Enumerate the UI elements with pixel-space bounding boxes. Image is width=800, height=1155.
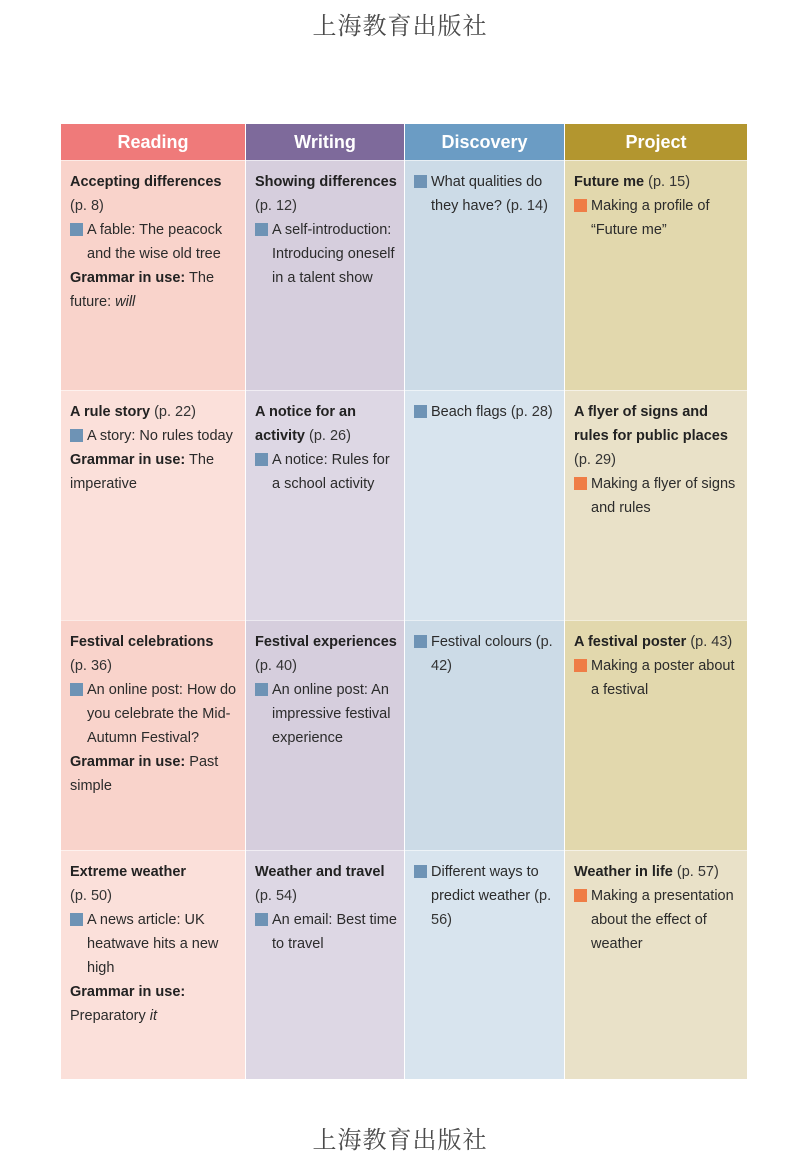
project-cell <box>565 620 747 850</box>
project-cell <box>565 390 747 620</box>
text-type: An online post: How do you celebrate the Mid-Autumn Festival? <box>87 682 237 746</box>
unit-title: Extreme weather <box>70 864 187 880</box>
project-task: Making a presentation about the effect of weather <box>591 888 734 952</box>
discovery-topic: What qualities do they have? <box>431 174 543 214</box>
page-ref: (p. 22) <box>154 404 196 420</box>
blue-square-icon <box>255 453 268 466</box>
orange-square-icon <box>574 477 587 490</box>
page-ref: (p. 12) <box>255 198 297 214</box>
discovery-cell <box>405 160 564 390</box>
page-ref: (p. 56) <box>431 888 552 928</box>
orange-square-icon <box>574 199 587 212</box>
blue-square-icon <box>70 683 83 696</box>
blue-square-icon <box>255 223 268 236</box>
reading-cell <box>61 390 245 620</box>
grammar-label: Grammar in use: <box>70 984 186 1000</box>
page-ref: (p. 14) <box>505 198 548 214</box>
unit-title: Future me <box>574 174 645 190</box>
project-task: Making a poster about a festival <box>591 658 735 698</box>
text-type: A fable: The peacock and the wise old tree <box>87 222 223 262</box>
watermark-bottom: 上海教育出版社 <box>312 1126 488 1154</box>
page-ref: (p. 54) <box>255 888 297 904</box>
blue-square-icon <box>414 635 427 648</box>
discovery-cell <box>405 850 564 1079</box>
grammar-label: Grammar in use: <box>70 754 186 770</box>
reading-cell <box>61 850 245 1079</box>
blue-square-icon <box>70 429 83 442</box>
unit-title: A rule story <box>70 404 151 420</box>
unit-title: A notice for an activity <box>255 404 356 444</box>
discovery-topic: Different ways to predict weather <box>431 864 539 904</box>
discovery-topic: Festival colours <box>431 634 532 650</box>
project-cell <box>565 850 747 1079</box>
writing-cell <box>246 160 404 390</box>
page-ref: (p. 57) <box>676 864 719 880</box>
grammar-text: The imperative <box>70 452 215 492</box>
blue-square-icon <box>414 175 427 188</box>
project-cell <box>565 160 747 390</box>
discovery-topic: Beach flags <box>431 404 507 420</box>
blue-square-icon <box>414 405 427 418</box>
unit-title: Accepting differences <box>70 174 222 190</box>
unit-title: Showing differences <box>255 174 397 190</box>
text-type: A self-introduction: Introducing oneself in a talent show <box>272 222 395 286</box>
contents-table <box>61 124 746 1079</box>
text-type: An online post: An impressive festival experience <box>272 682 391 746</box>
grammar-text: Past simple <box>70 754 219 794</box>
grammar-italic: it <box>149 1008 158 1024</box>
page-ref: (p. 36) <box>70 658 112 674</box>
orange-square-icon <box>574 659 587 672</box>
grammar-text: The future: <box>70 270 215 310</box>
grammar-italic: will <box>115 294 136 310</box>
page-ref: (p. 42) <box>431 634 553 674</box>
blue-square-icon <box>255 913 268 926</box>
project-task: Making a profile of “Future me” <box>591 198 710 238</box>
page-ref: (p. 26) <box>309 428 351 444</box>
header-reading: Reading <box>61 124 245 160</box>
header-writing: Writing <box>246 124 404 160</box>
text-type: A notice: Rules for a school activity <box>272 452 390 492</box>
unit-title: Weather in life <box>574 864 673 880</box>
page-ref: (p. 29) <box>574 452 616 468</box>
discovery-cell <box>405 390 564 620</box>
unit-title: Festival experiences <box>255 634 397 650</box>
watermark-top: 上海教育出版社 <box>312 12 488 40</box>
unit-title: Festival celebrations <box>70 634 214 650</box>
unit-title: Weather and travel <box>255 864 385 880</box>
unit-title: A flyer of signs and rules for public places <box>574 404 728 444</box>
reading-cell <box>61 160 245 390</box>
blue-square-icon <box>70 913 83 926</box>
writing-cell <box>246 850 404 1079</box>
blue-square-icon <box>70 223 83 236</box>
page-ref: (p. 8) <box>70 198 104 214</box>
page-ref: (p. 15) <box>648 174 691 190</box>
blue-square-icon <box>414 865 427 878</box>
unit-title: A festival poster <box>574 634 687 650</box>
page-ref: (p. 40) <box>255 658 297 674</box>
writing-cell <box>246 620 404 850</box>
grammar-label: Grammar in use: <box>70 452 186 468</box>
header-project: Project <box>565 124 747 160</box>
page-ref: (p. 50) <box>70 888 112 904</box>
header-discovery: Discovery <box>405 124 564 160</box>
page-ref: (p. 28) <box>510 404 553 420</box>
blue-square-icon <box>255 683 268 696</box>
grammar-text: Preparatory <box>70 1008 146 1024</box>
text-type: A story: No rules today <box>87 428 233 444</box>
grammar-label: Grammar in use: <box>70 270 186 286</box>
text-type: An email: Best time to travel <box>272 912 397 952</box>
page-ref: (p. 43) <box>690 634 733 650</box>
text-type: A news article: UK heatwave hits a new high <box>87 912 219 976</box>
project-task: Making a flyer of signs and rules <box>591 476 736 516</box>
orange-square-icon <box>574 889 587 902</box>
discovery-cell <box>405 620 564 850</box>
reading-cell <box>61 620 245 850</box>
writing-cell <box>246 390 404 620</box>
